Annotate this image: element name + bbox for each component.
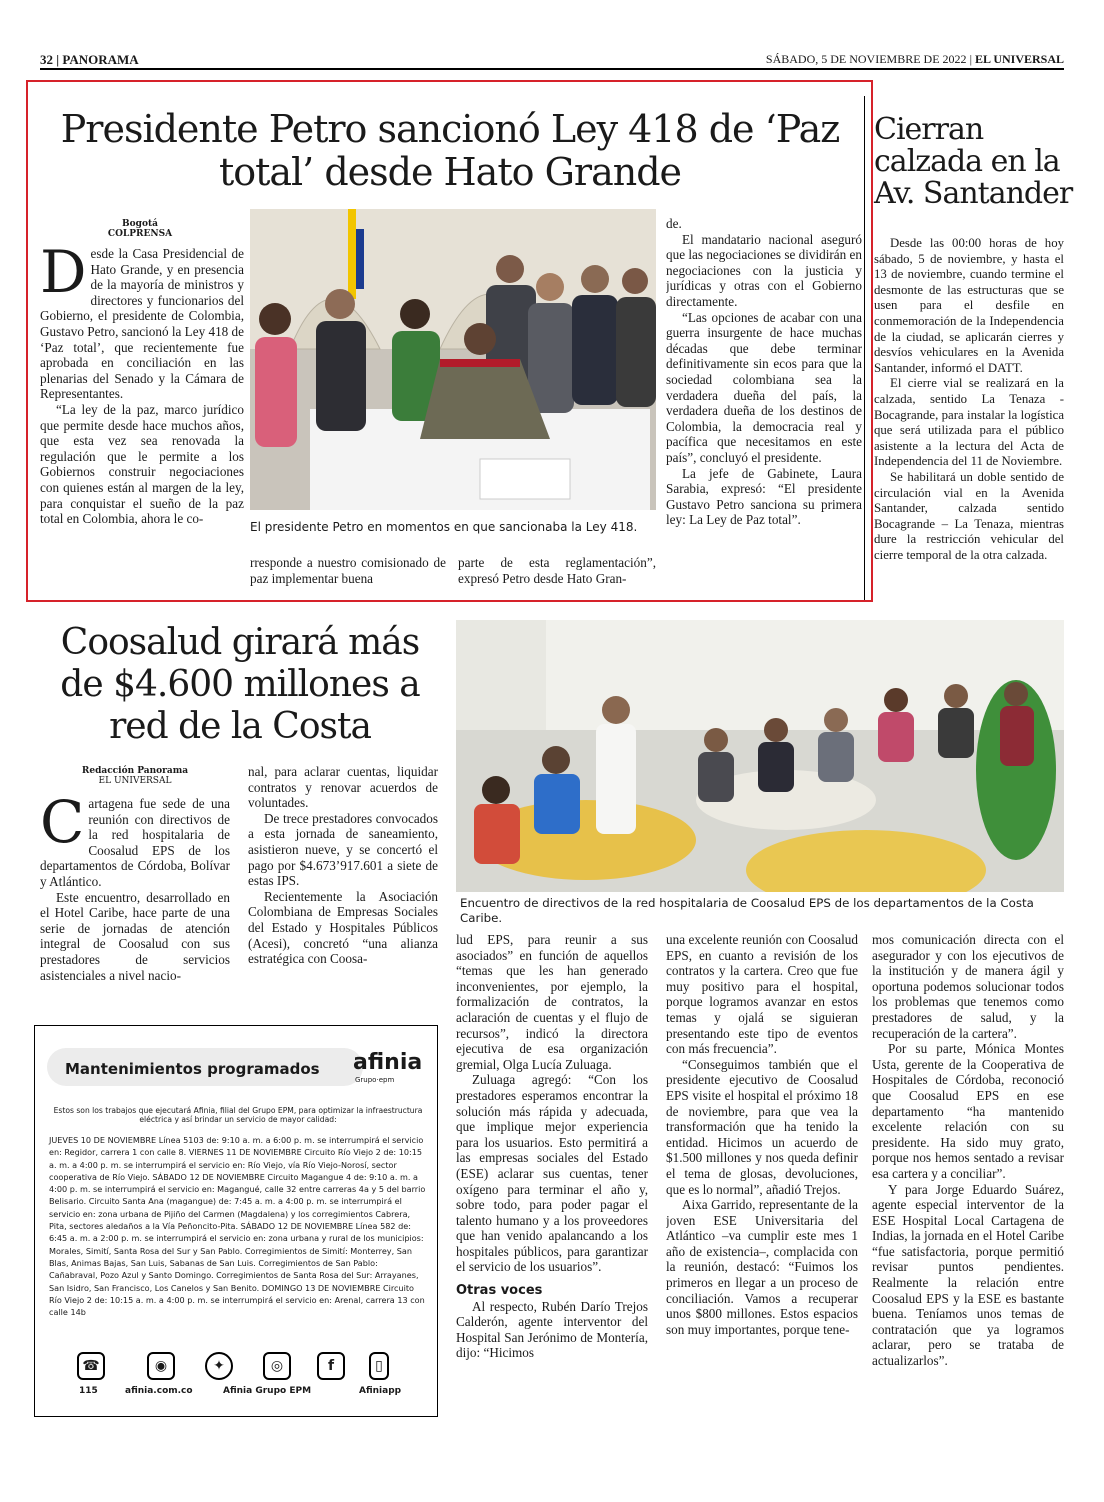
icon-web-label: afinia.com.co: [125, 1386, 193, 1396]
icon-app-label: Afiniapp: [359, 1386, 402, 1396]
article1-col2-bottom: rresponde a nuestro comisionado de paz implementar buena: [250, 555, 446, 586]
ad-contact-icons: [63, 1352, 413, 1408]
date-label: SÁBADO, 5 DE NOVIEMBRE DE 2022 | EL UNIVERSAL: [765, 52, 1064, 66]
article1-col3-bottom: parte de esta reglamentación”, expresó Petro desde Hato Gran-: [458, 555, 656, 586]
article2-photo: [456, 620, 1064, 892]
article2-colB: nal, para aclarar cuentas, liquidar contratos y renovar acuerdos de voluntades. De trece prestadores convocados a esta jornada de saneamiento, asistieron nueve, y se concertó el pago por $4.673’917.601 a siete de estas IPS. Recientemente la Asociación Colombiana de Empresas Sociales del Estado y Hospitales Públicos (Acesi), concretó “una alianza estratégica con Coosa-: [248, 764, 438, 967]
headset-icon: ☎: [77, 1352, 105, 1380]
facebook-icon: f: [317, 1352, 345, 1380]
article2-headline: Coosalud girará más de $4.600 millones a red de la Costa: [60, 622, 420, 747]
article2-colE: mos comunicación directa con el asegurador y con los ejecutivos de la institución y de manera ágil y oportuna podemos solucionar todos los problemas que tenemos como prestadores de salud, y la recuperación de la cartera”. Por su parte, Mónica Montes Usta, gerente de la Cooperativa de Hospitales de Córdoba, reconoció que Coosalud EPS en ese departamento “ha mantenido excelente relación con su presidente. Ha sido muy grato, porque nos hemos sentado a revisar esa cartera y a conciliar”. Y para Jorge Eduardo Suárez, agente especial interventor de la ESE Hospital Local Cartagena de Indias, la jornada en el Hotel Caribe “fue satisfactoria, porque permitió revisar puntos pendientes. Realmente la relación entre Coosalud EPS y la ESE es bastante buena. Teníamos unos temas de contratación que ya logramos aclarar, pero se trataba de actualizarlos”.: [872, 932, 1064, 1369]
web-icon: ◉: [147, 1352, 175, 1380]
afinia-logo: afinia: [353, 1050, 423, 1075]
article1-photo-caption: El presidente Petro en momentos en que sancionaba la Ley 418.: [250, 520, 638, 534]
article2-colC: lud EPS, para reunir a sus asociados” en función de aquellos “temas que les han generado inconvenientes, por ejemplo, la formalización de contratos, la aclaración de cuentas y el flujo de recursos”, indicó la directora ejecutiva de esa organización gremial, Olga Lucía Zuluaga. Zuluaga agregó: “Con los prestadores esperamos encontrar la solución más rápida y adecuada, que implique mejor experiencia para los usuarios. Esto permitirá a las empresas sociales del Estado (ESE) aclarar sus cuentas, tener oxígeno para terminar el año y, sobre todo, para poder pagar el talento humano y a los proveedores que han venido apalancando a los hospitales públicos, para garantizar el servicio de los usuarios”. Otras voces Al respecto, Rubén Darío Trejos Calderón, agente interventor del Hospital San Jerónimo de Montería, dijo: “Hicimos: [456, 932, 648, 1361]
article1-col1: Desde la Casa Presidencial de Hato Grande, y en presencia de la mayoría de ministros y directores y funcionarios del Gobierno, el presidente de Colombia, Gustavo Petro, sancionó la Ley 418 de ‘Paz total’, que recientemente fue aprobada en conciliación en las plenarias del Senado y la Cámara de Representantes. “La ley de la paz, marco jurídico que permite desde hace muchos años, que esta vez sea renovada la regulación que le permite a los Gobiernos construir negociaciones con quienes están al margen de la ley, para conquistar el sueño de la paz total en Colombia, ahora le co-: [40, 246, 244, 527]
phone-app-icon: ▯: [369, 1352, 389, 1380]
instagram-icon: ◎: [263, 1352, 291, 1380]
article1-photo: [250, 209, 656, 510]
article2-colA: Cartagena fue sede de una reunión con directivos de la red hospitalaria de Coosalud EPS de los departamentos de Córdoba, Bolívar y Atlántico. Este encuentro, desarrollado en el Hotel Caribe, hace parte de una serie de jornadas de atención integral de Coosalud con sus prestadores de servicios asistenciales a nivel nacio-: [40, 796, 230, 983]
afinia-logo-sub: Grupo·epm: [355, 1076, 395, 1084]
ad-body: JUEVES 10 DE NOVIEMBRE Línea 5103 de: 9:10 a. m. a 6:00 p. m. se interrumpirá el servicio en: Regidor, carrera 1 con calle 8. VIERNES 11 DE NOVIEMBRE Circuito Río Viejo 2 de: 10:15 a. m. a 4:00 p. m. se interrumpirá el servicio en: Río Viejo, vía Río Viejo-Norosí, sector cooperativa de Río Viejo. SÁBADO 12 DE NOVIEMBRE Circuito Magangue 4 de: 9:10 a. m. a 4:00 p. m. se interrumpirá el servicio en: Magangué, calle 32 entre carreras 4a y 5 del barrio Belisario. Circuito Santa Ana (magangue) de: 7:45 a. m. a 4:00 p. m. se interrumpirá el servicio en: zona urbana de Pijiño del Carmen (Magdalena) y los corregimientos Cabrera, Pita, sectores aledaños a la Vía Peñoncito-Pita. SÁBADO 12 DE NOVIEMBRE Línea 582 de: 6:45 a. m. a 2:00 p. m. se interrumpirá el servicio en: zona urbana y rural de los municipios: Morales, Simití, Santa Rosa del Sur y San Pablo. Corregimientos de Simití: Monterrey, San Blas, Animas Bajas, San Luis, Sabanas de San Luis. Corregimientos de San Pablo: Cañabraval, Pozo Azul y Santo Domingo. Corregimientos de Santa Rosa del Sur: Arrayanes, San Isidro, San Francisco, Los Canelos y San Benito. DOMINGO 13 DE NOVIEMBRE Circuito Río Viejo 2 de: 10:15 a. m. a 4:00 p. m. se interrumpirá el servicio en: Arenal, carrera 13 con calle 14b: [49, 1135, 426, 1318]
afinia-ad: [34, 1025, 438, 1417]
ad-intro: Estos son los trabajos que ejecutará Afinia, filial del Grupo EPM, para optimizar la infraestructura eléctrica y así brindar un servicio de mayor calidad:: [53, 1106, 423, 1124]
article2-colD: una excelente reunión con Coosalud EPS, en cuanto a revisión de los contratos y la cartera. Creo que fue muy positivo para el hospital, porque logramos avanzar en estos temas y ojalá se siguieran presentando este tipo de eventos con más frecuencia”. “Conseguimos también que el presidente ejecutivo de Coosalud EPS visite el hospital el próximo 18 de noviembre, para que vea la transformación que ha tenido la entidad. Hicimos un acuerdo de $1.500 millones y nos queda definir el tema de glosas, devoluciones, que es lo normal”, añadió Trejos. Aixa Garrido, representante de la joven ESE Universitaria del Atlántico –va cumplir este mes 1 año de existencia–, complacida con la reunión, destacó: “Fuimos los primeros en llegar a un proceso de conciliación. Vamos a recuperar unos $800 millones. Estos espacios son muy importantes, porque tene-: [666, 932, 858, 1337]
otras-voces-subhead: Otras voces: [456, 1283, 543, 1299]
column-divider: [864, 96, 865, 600]
article1-byline: Bogotá COLPRENSA: [107, 219, 173, 240]
ad-title: Mantenimientos programados: [65, 1060, 320, 1078]
sidebar-body: Desde las 00:00 horas de hoy sábado, 5 de noviembre, y hasta el 13 de noviembre, cuando termine el desmonte de las estructuras que se usen para el desfile en conmemoración de la Independencia de la ciudad, se aplicarán cierres y desvíos vehiculares en la Avenida Santander, informó el DATT. El cierre vial se realizará en la calzada, sentido La Tenaza - Bocagrande, para instalar la logística que será utilizada para el público asistente a la lectura del Acta de Independencia del 11 de Noviembre. Se habilitará un doble sentido de circulación vial en la Avenida Santander, calzada sentido Bocagrande – La Tenaza, mientras dure la restricción vehicular del cierre temporal de la otra calzada.: [874, 236, 1064, 562]
section-label: 32 | PANORAMA: [40, 52, 139, 67]
sidebar-headline: Cierran calzada en la Av. Santander: [874, 112, 1073, 211]
article1-col4: de. El mandatario nacional aseguró que las negociaciones se dividirán en negociaciones con la justicia y jurídicas y otras con el Gobierno directamente. “Las opciones de acabar con una guerra insurgente de hace muchas décadas que debe terminar definitivamente sin ecos para que la sociedad colombiana sea la verdadera dueña del país, la verdadera dueña de los destinos de Colombia, la democracia real y pacífica que necesitamos en este país”, concluyó el presidente. La jefe de Gabinete, Laura Sarabia, expresó: “El presidente Gustavo Petro sanciona su primera ley: La Ley de Paz total”.: [666, 216, 862, 528]
page-header: [40, 52, 1064, 70]
article2-photo-caption: Encuentro de directivos de la red hospitalaria de Coosalud EPS de los departamentos de la Costa Caribe.: [460, 896, 1034, 925]
icon-social-label: Afinia Grupo EPM: [223, 1386, 312, 1396]
twitter-icon: ✦: [205, 1352, 233, 1380]
article1-headline: Presidente Petro sancionó Ley 418 de ‘Paz total’ desde Hato Grande: [60, 107, 840, 194]
article2-byline: Redacción Panorama EL UNIVERSAL: [81, 766, 189, 787]
icon-115-label: 115: [79, 1386, 98, 1396]
